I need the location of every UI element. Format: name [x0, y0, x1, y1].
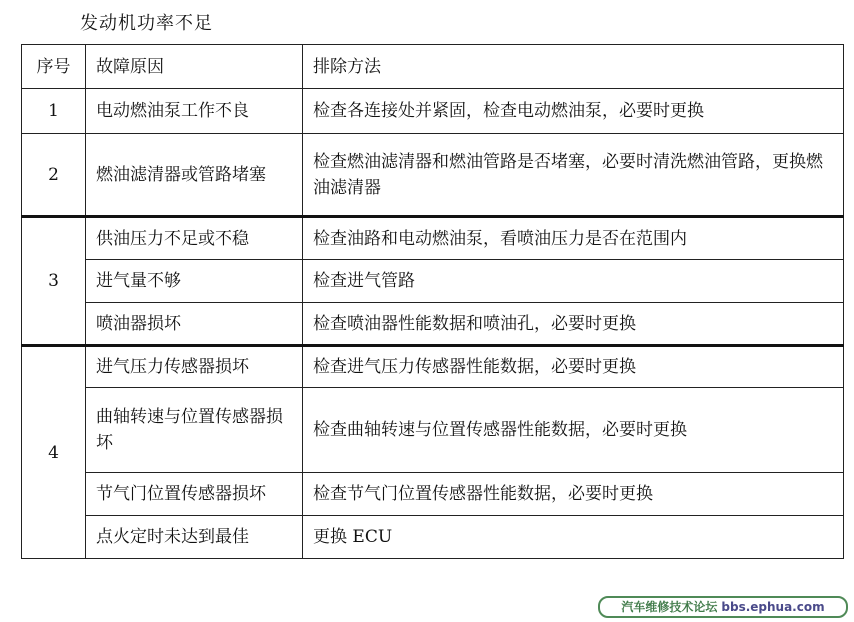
row-cause: 进气量不够: [86, 260, 303, 303]
row-remedy: 检查节气门位置传感器性能数据，必要时更换: [303, 473, 844, 516]
row-remedy: 更换 ECU: [303, 516, 844, 559]
table-row: [22, 89, 844, 134]
row-remedy: 检查曲轴转速与位置传感器性能数据，必要时更换: [303, 388, 844, 473]
row-number: 1: [22, 89, 86, 134]
row-cause: 曲轴转速与位置传感器损坏: [86, 388, 303, 473]
row-cause: 供油压力不足或不稳: [86, 217, 303, 260]
table-row: [22, 303, 844, 346]
table-row: [22, 346, 844, 388]
header-remedy: 排除方法: [303, 45, 844, 89]
row-cause: 燃油滤清器或管路堵塞: [86, 134, 303, 217]
table-header-row: [22, 45, 844, 89]
row-number: 4: [22, 346, 86, 559]
row-cause: 进气压力传感器损坏: [86, 346, 303, 388]
watermark-site-name: 汽车维修技术论坛: [621, 600, 718, 614]
row-cause: 点火定时未达到最佳: [86, 516, 303, 559]
row-cause: 喷油器损坏: [86, 303, 303, 346]
row-remedy: 检查各连接处并紧固，检查电动燃油泵，必要时更换: [303, 89, 844, 134]
header-number: 序号: [22, 45, 86, 89]
table-row: [22, 260, 844, 303]
row-remedy: 检查燃油滤清器和燃油管路是否堵塞，必要时清洗燃油管路，更换燃油滤清器: [303, 134, 844, 217]
table-row: [22, 217, 844, 260]
fault-table: [21, 44, 844, 559]
watermark-url: bbs.ephua.com: [721, 600, 825, 614]
row-number: 2: [22, 134, 86, 217]
row-number: 3: [22, 217, 86, 346]
row-remedy: 检查喷油器性能数据和喷油孔，必要时更换: [303, 303, 844, 346]
table-row: [22, 388, 844, 473]
header-cause: 故障原因: [86, 45, 303, 89]
site-watermark: [598, 596, 848, 618]
row-remedy: 检查进气压力传感器性能数据，必要时更换: [303, 346, 844, 388]
row-remedy: 检查进气管路: [303, 260, 844, 303]
table-row: [22, 516, 844, 559]
table-row: [22, 134, 844, 217]
document-title: 发动机功率不足: [80, 13, 213, 34]
row-cause: 节气门位置传感器损坏: [86, 473, 303, 516]
row-remedy: 检查油路和电动燃油泵，看喷油压力是否在范围内: [303, 217, 844, 260]
row-cause: 电动燃油泵工作不良: [86, 89, 303, 134]
table-row: [22, 473, 844, 516]
